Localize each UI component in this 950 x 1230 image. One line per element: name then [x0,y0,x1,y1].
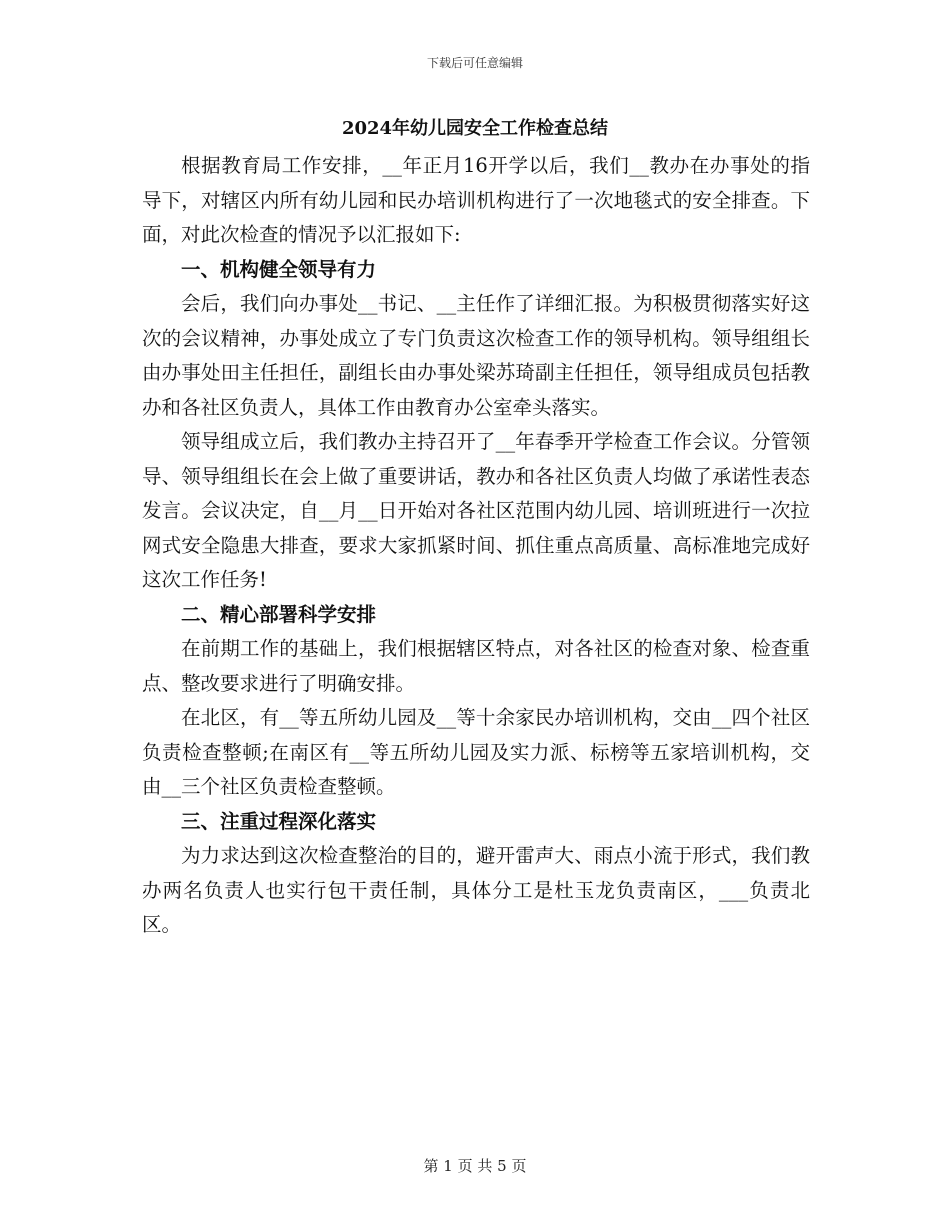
section-heading-3: 三、注重过程深化落实 [181,809,377,833]
intro-paragraph: 根据教育局工作安排，__年正月16开学以后，我们__教办在办事处的指导下，对辖区内所有幼儿园和民办培训机构进行了一次地毯式的安全排查。下面，对此次检查的情况予以汇报如下: [142,154,810,246]
section-heading-1: 一、机构健全领导有力 [181,257,377,281]
section-3-paragraph-1: 为力求达到这次检查整治的目的，避开雷声大、雨点小流于形式，我们教办两名负责人也实行包干责任制，具体分工是杜玉龙负责南区，___负责北区。 [142,844,810,936]
section-heading-2: 二、精心部署科学安排 [181,602,377,626]
page-number-footer: 第 1 页 共 5 页 [423,1157,527,1175]
document-title: 2024年幼儿园安全工作检查总结 [341,118,609,139]
header-note: 下载后可任意编辑 [426,56,523,70]
section-1-paragraph-1: 会后，我们向办事处__书记、__主任作了详细汇报。为积极贯彻落实好这次的会议精神，办事处成立了专门负责这次检查工作的领导机构。领导组组长由办事处田主任担任，副组长由办事处梁苏琦副主任担任，领导组成员包括教办和各社区负责人，具体工作由教育办公室牵头落实。 [142,292,810,419]
section-1-paragraph-2: 领导组成立后，我们教办主持召开了__年春季开学检查工作会议。分管领导、领导组组长在会上做了重要讲话，教办和各社区负责人均做了承诺性表态发言。会议决定，自__月__日开始对各社区范围内幼儿园、培训班进行一次拉网式安全隐患大排查，要求大家抓紧时间、抓住重点高质量、高标准地完成好这次工作任务! [142,430,810,591]
section-2-paragraph-1: 在前期工作的基础上，我们根据辖区特点，对各社区的检查对象、检查重点、整改要求进行了明确安排。 [142,637,810,695]
document-body [142,149,810,943]
section-2-paragraph-2: 在北区，有__等五所幼儿园及__等十余家民办培训机构，交由__四个社区负责检查整顿;在南区有__等五所幼儿园及实力派、标榜等五家培训机构，交由__三个社区负责检查整顿。 [142,706,810,798]
